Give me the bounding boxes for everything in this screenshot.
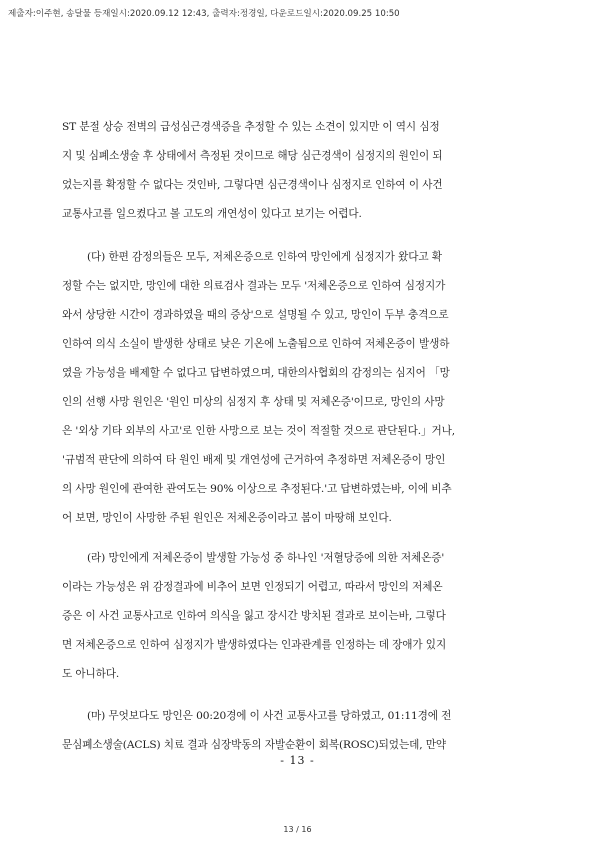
body-line: 와서 상당한 시간이 경과하였을 때의 증상'으로 설명될 수 있고, 망인이 두부 충격으로 (62, 309, 449, 321)
body-line: 증은 이 사건 교통사고로 인하여 의식을 잃고 장시간 방치된 결과로 보이는바, 그렇다 (62, 610, 446, 622)
body-line: 어 보면, 망인이 사망한 주된 원인은 저체온증이라고 봄이 마땅해 보인다. (62, 512, 392, 524)
page-number: - 13 - (280, 754, 315, 767)
body-line: 의 사망 원인에 관여한 관여도는 90% 이상으로 추정된다.'고 답변하였는바, 이에 비추 (62, 483, 452, 495)
body-line: 정할 수는 없지만, 망인에 대한 의료검사 결과는 모두 '저체온증으로 인하여 심정지가 (62, 280, 446, 292)
body-line: 었는지를 확정할 수 없다는 것인바, 그렇다면 심근경색이나 심정지로 인하여 이 사건 (62, 179, 443, 191)
body-line: (라) 망인에게 저체온증이 발생할 가능성 중 하나인 '저혈당증에 의한 저체온증' (87, 552, 445, 564)
body-line: (다) 한편 감정의들은 모두, 저체온증으로 인하여 망인에게 심정지가 왔다고 확 (87, 251, 442, 263)
body-line: 도 아니하다. (62, 668, 120, 680)
body-line: 지 및 심폐소생술 후 상태에서 측정된 것이므로 해당 심근경색이 심정지의 원인이 되 (62, 150, 443, 162)
body-line: (마) 무엇보다도 망인은 00:20경에 이 사건 교통사고를 당하였고, 01:11경에 전 (87, 710, 452, 722)
body-line: 인하여 의식 소실이 발생한 상태로 낮은 기온에 노출됨으로 인하여 저체온증이 발생하 (62, 338, 450, 350)
body-line: 은 '외상 기타 외부의 사고'로 인한 사망으로 보는 것이 적절할 것으로 판단된다.」거나, (62, 425, 456, 437)
body-line: 면 저체온증으로 인하여 심정지가 발생하였다는 인과관계를 인정하는 데 장애가 있지 (62, 639, 447, 651)
body-line: 였을 가능성을 배제할 수 없다고 답변하였으며, 대한의사협회의 감정의는 심지어 「망 (62, 367, 450, 379)
body-line: 인의 선행 사망 원인은 '원인 미상의 심정지 후 상태 및 저체온증'이므로, 망인의 사망 (62, 396, 445, 408)
body-line: ST 분절 상승 전벽의 급성심근경색증을 추정할 수 있는 소견이 있지만 이 역시 심정 (62, 121, 440, 133)
document-header: 제출자:이주현, 송달물 등재일시:2020.09.12 12:43, 출력자:정경일, 다운로드일시:2020.09.25 10:50 (8, 9, 400, 19)
page-counter: 13 / 16 (283, 825, 312, 834)
body-line: 이라는 가능성은 위 감정결과에 비추어 보면 인정되기 어렵고, 따라서 망인의 저체온 (62, 581, 443, 593)
body-line: '규범적 판단에 의하여 타 원인 배제 및 개연성에 근거하여 추정하면 저체온증이 망인 (62, 454, 446, 466)
body-line: 문심폐소생술(ACLS) 치료 결과 심장박동의 자발순환이 회복(ROSC)되었는데, 만약 (62, 739, 447, 751)
body-line: 교통사고를 일으켰다고 볼 고도의 개연성이 있다고 보기는 어렵다. (62, 208, 362, 220)
